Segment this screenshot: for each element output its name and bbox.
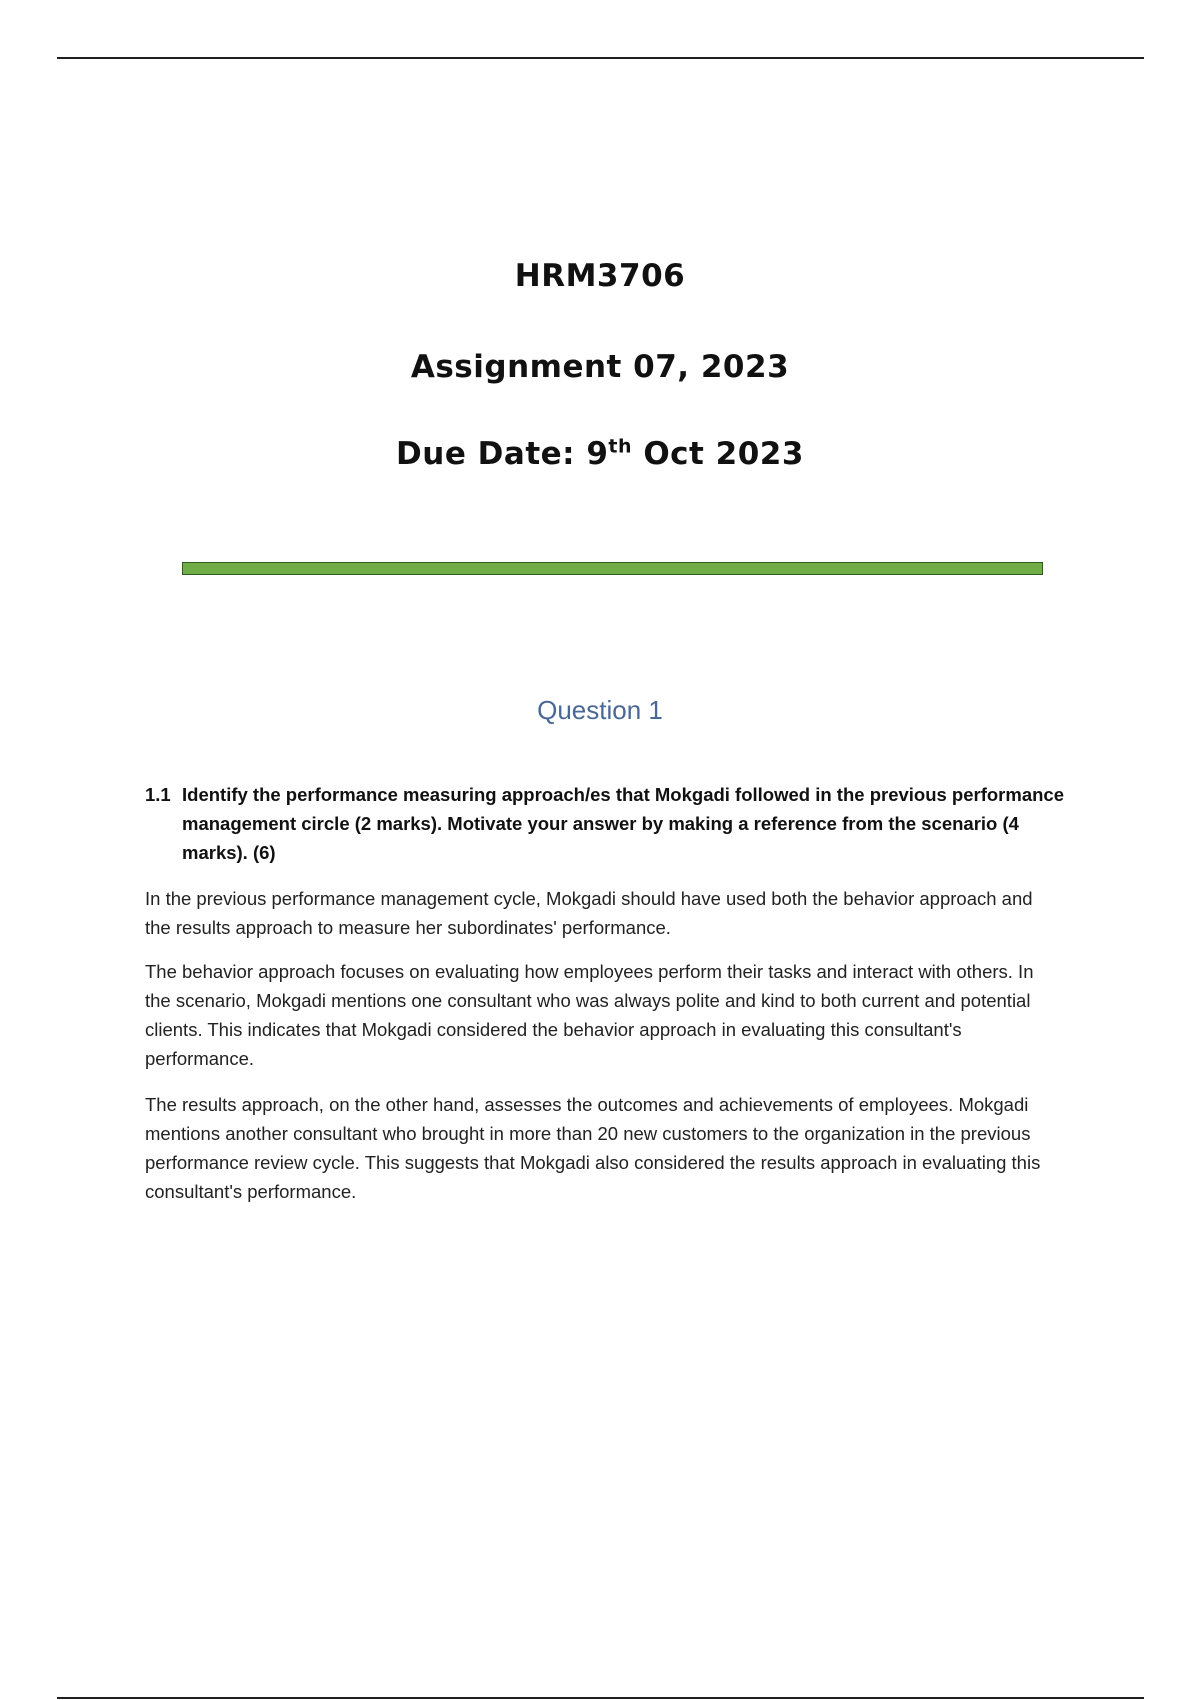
due-date-superscript: th <box>608 435 633 458</box>
answer-paragraph-3: The results approach, on the other hand, assesses the outcomes and achievements of employees. Mokgadi mentions another consultant who brought in more than 20 new customers to the organization in the previous performance review cycle. This suggests that Mokgadi also considered the results approach in evaluating this consultant's performance. <box>145 1094 1041 1202</box>
assignment-title: Assignment 07, 2023 <box>410 349 790 385</box>
course-code: HRM3706 <box>514 258 686 294</box>
answer-paragraph-2: The behavior approach focuses on evaluating how employees perform their tasks and interact with others. In the scenario, Mokgadi mentions one consultant who was always polite and kind to both current and potential clients. This indicates that Mokgadi considered the behavior approach in evaluating this consultant's performance. <box>145 961 1034 1069</box>
question-1-1 <box>145 780 1065 867</box>
question-text: Identify the performance measuring approach/es that Mokgadi followed in the previous performance management circle (2 marks). Motivate your answer by making a reference from the scenario (4 marks). (6) <box>182 784 1065 863</box>
answer-paragraph-1: In the previous performance management cycle, Mokgadi should have used both the behavior approach and the results approach to measure her subordinates' performance. <box>145 888 1033 938</box>
due-date-prefix: Due Date: 9 <box>396 436 609 472</box>
bottom-rule <box>57 1697 1144 1699</box>
due-date-suffix: Oct 2023 <box>632 436 804 472</box>
top-rule <box>57 57 1144 59</box>
question-heading: Question 1 <box>537 695 663 725</box>
question-number: 1.1 <box>145 784 171 805</box>
green-divider-bar <box>182 562 1043 575</box>
due-date <box>0 436 1200 472</box>
